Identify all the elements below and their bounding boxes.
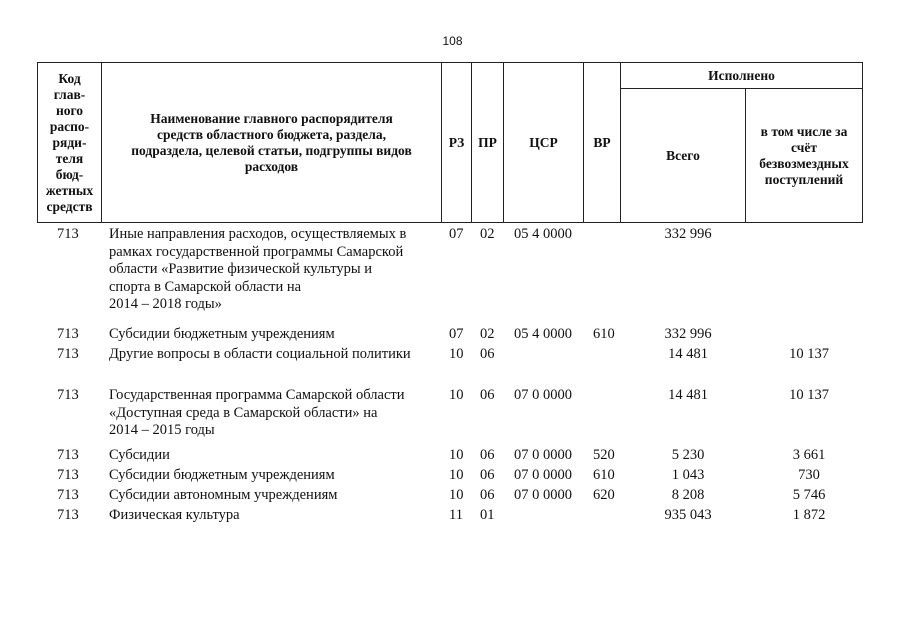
row-code: 713 xyxy=(57,346,79,362)
row-code: 713 xyxy=(57,507,79,523)
row-rz: 07 xyxy=(449,226,464,242)
row-csr: 05 4 0000 xyxy=(514,226,572,242)
header-rz: РЗ xyxy=(442,63,472,223)
table-header xyxy=(37,62,863,223)
header-name-line: расходов xyxy=(244,158,299,174)
row-rz: 10 xyxy=(449,346,464,362)
row-total: 14 481 xyxy=(668,387,708,403)
header-pr: ПР xyxy=(472,63,504,223)
header-csr: ЦСР xyxy=(504,63,584,223)
header-executed: Исполнено xyxy=(621,63,863,89)
row-pr: 06 xyxy=(480,346,495,362)
row-rz: 10 xyxy=(449,447,464,463)
row-name xyxy=(109,447,435,465)
row-pr: 06 xyxy=(480,487,495,503)
row-name-line: области «Развитие физической культуры и xyxy=(109,261,372,277)
row-name-line: Другие вопросы в области социальной политики xyxy=(109,346,411,362)
row-total: 332 996 xyxy=(664,226,712,242)
header-code-line: глав- xyxy=(53,86,86,102)
row-name-line: спорта в Самарской области на xyxy=(109,278,302,295)
row-name-line: Физическая культура xyxy=(109,507,240,523)
header-code-line: Код xyxy=(58,70,81,86)
row-total: 14 481 xyxy=(668,346,708,362)
row-rz: 10 xyxy=(449,467,464,483)
row-pr: 06 xyxy=(480,387,495,403)
header-code xyxy=(38,63,102,223)
header-incl-free-line: счёт xyxy=(791,139,817,155)
row-name-line: «Доступная среда в Самарской области» на xyxy=(109,404,378,421)
row-total: 935 043 xyxy=(664,507,712,523)
header-name-line: Наименование главного распорядителя xyxy=(150,110,393,126)
header-incl-free-line: в том числе за xyxy=(760,123,848,139)
row-name xyxy=(109,387,435,440)
header-total: Всего xyxy=(621,89,746,223)
row-pr: 01 xyxy=(480,507,495,523)
page-number: 108 xyxy=(442,34,463,48)
row-free: 5 746 xyxy=(792,487,826,503)
row-name xyxy=(109,467,435,485)
header-code-line: ного xyxy=(55,102,84,118)
row-pr: 06 xyxy=(480,447,495,463)
row-pr: 06 xyxy=(480,467,495,483)
row-name xyxy=(109,346,435,364)
row-name-line: 2014 – 2018 годы» xyxy=(109,296,222,312)
row-code: 713 xyxy=(57,467,79,483)
row-total: 8 208 xyxy=(671,487,705,503)
row-code: 713 xyxy=(57,487,79,503)
row-free: 3 661 xyxy=(792,447,826,463)
row-total: 332 996 xyxy=(664,326,712,342)
row-vr: 610 xyxy=(593,467,615,483)
header-incl-free xyxy=(746,89,863,223)
row-name xyxy=(109,326,435,344)
row-csr: 07 0 0000 xyxy=(514,447,572,463)
row-pr: 02 xyxy=(480,326,495,342)
row-code: 713 xyxy=(57,447,79,463)
header-incl-free-line: безвозмездных xyxy=(759,155,849,171)
row-rz: 10 xyxy=(449,387,464,403)
header-code-line: средств xyxy=(46,198,93,214)
row-name xyxy=(109,507,435,525)
row-total: 5 230 xyxy=(671,447,705,463)
row-name-line: Субсидии xyxy=(109,447,170,463)
row-pr: 02 xyxy=(480,226,495,242)
row-name xyxy=(109,226,435,314)
row-code: 713 xyxy=(57,326,79,342)
row-rz: 11 xyxy=(449,507,463,523)
header-code-line: бюд- xyxy=(55,166,84,182)
row-name-line: Государственная программа Самарской области xyxy=(109,387,405,403)
row-name xyxy=(109,487,435,505)
row-name-line: Иные направления расходов, осуществляемых в xyxy=(109,226,407,242)
header-vr: ВР xyxy=(584,63,621,223)
row-vr: 610 xyxy=(593,326,615,342)
row-name-line: Субсидии бюджетным учреждениям xyxy=(109,467,335,483)
row-rz: 10 xyxy=(449,487,464,503)
row-name-line: Субсидии автономным учреждениям xyxy=(109,487,338,503)
row-total: 1 043 xyxy=(671,467,705,483)
row-code: 713 xyxy=(57,226,79,242)
row-csr: 07 0 0000 xyxy=(514,387,572,403)
header-name-line: подраздела, целевой статьи, подгруппы видов xyxy=(131,142,412,158)
row-code: 713 xyxy=(57,387,79,403)
row-free: 10 137 xyxy=(789,346,829,362)
row-csr: 07 0 0000 xyxy=(514,487,572,503)
header-name xyxy=(102,63,442,223)
row-vr: 520 xyxy=(593,447,615,463)
row-name-line: Субсидии бюджетным учреждениям xyxy=(109,326,335,342)
header-name-line: средств областного бюджета, раздела, xyxy=(157,126,386,142)
row-vr: 620 xyxy=(593,487,615,503)
header-code-line: теля xyxy=(55,150,84,166)
row-free: 10 137 xyxy=(789,387,829,403)
header-code-line: ряди- xyxy=(52,134,87,150)
row-free: 1 872 xyxy=(792,507,826,523)
header-code-line: жетных xyxy=(45,182,94,198)
row-name-line: 2014 – 2015 годы xyxy=(109,422,215,438)
row-csr: 05 4 0000 xyxy=(514,326,572,342)
row-csr: 07 0 0000 xyxy=(514,467,572,483)
header-incl-free-line: поступлений xyxy=(764,171,844,187)
row-name-line: рамках государственной программы Самарской xyxy=(109,243,404,260)
row-free: 730 xyxy=(798,467,820,483)
row-rz: 07 xyxy=(449,326,464,342)
header-code-line: распо- xyxy=(49,118,90,134)
